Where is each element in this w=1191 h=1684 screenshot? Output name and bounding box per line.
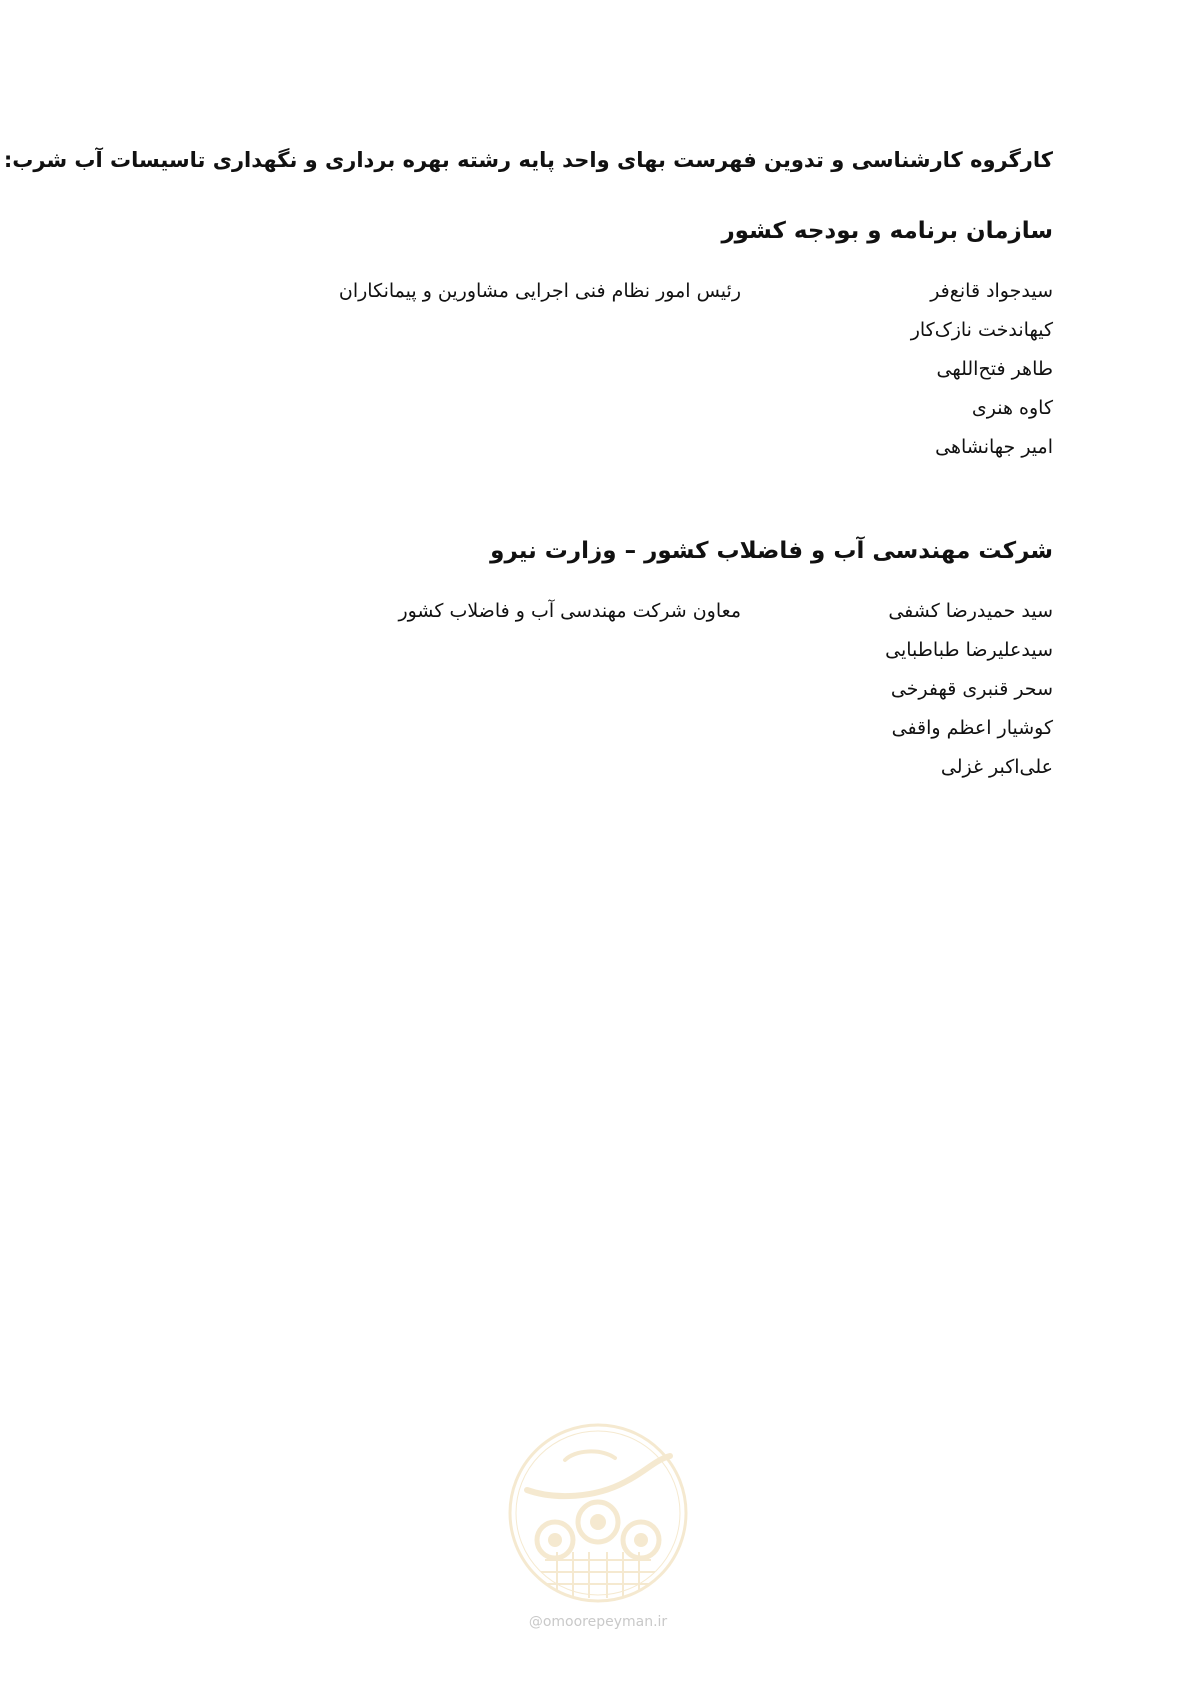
member-name: سیدعلیرضا طباطبایی	[885, 639, 1053, 661]
member-list-water-engineering-company	[133, 592, 1053, 787]
page-heading: کارگروه کارشناسی و تدوین فهرست بهای واحد پایه رشته بهره برداری و نگهداری تاسیسات آب شرب:	[3, 148, 1053, 172]
member-name: سید حمیدرضا کشفی	[888, 600, 1053, 622]
watermark-url: @omoorepeyman.ir	[528, 1614, 668, 1630]
member-role: رئیس امور نظام فنی اجرایی مشاورین و پیمانکاران	[338, 280, 741, 302]
member-row	[133, 670, 1053, 709]
member-row	[133, 709, 1053, 748]
member-name: سحر قنبری قهفرخی	[890, 678, 1053, 700]
section-title-water-engineering-company: شرکت مهندسی آب و فاضلاب کشور – وزارت نیرو	[490, 538, 1053, 564]
member-name: کوشیار اعظم واقفی	[891, 717, 1053, 739]
member-row	[133, 272, 1053, 311]
member-row	[133, 311, 1053, 350]
section-title-budget-organization: سازمان برنامه و بودجه کشور	[721, 218, 1053, 244]
member-name: علی‌اکبر غزلی	[940, 756, 1053, 778]
member-row	[133, 350, 1053, 389]
member-row	[133, 428, 1053, 467]
member-row	[133, 592, 1053, 631]
member-role: معاون شرکت مهندسی آب و فاضلاب کشور	[398, 600, 741, 622]
member-name: امیر جهانشاهی	[935, 436, 1053, 458]
watermark-logo	[505, 1420, 691, 1606]
member-name: کاوه هنری	[971, 397, 1053, 419]
member-name: کیهاندخت نازک‌کار	[910, 319, 1053, 341]
member-row	[133, 748, 1053, 787]
member-name: سیدجواد قانع‌فر	[930, 280, 1053, 302]
member-row	[133, 631, 1053, 670]
member-name: طاهر فتح‌اللهی	[936, 358, 1053, 380]
member-list-budget-organization	[133, 272, 1053, 467]
member-row	[133, 389, 1053, 428]
